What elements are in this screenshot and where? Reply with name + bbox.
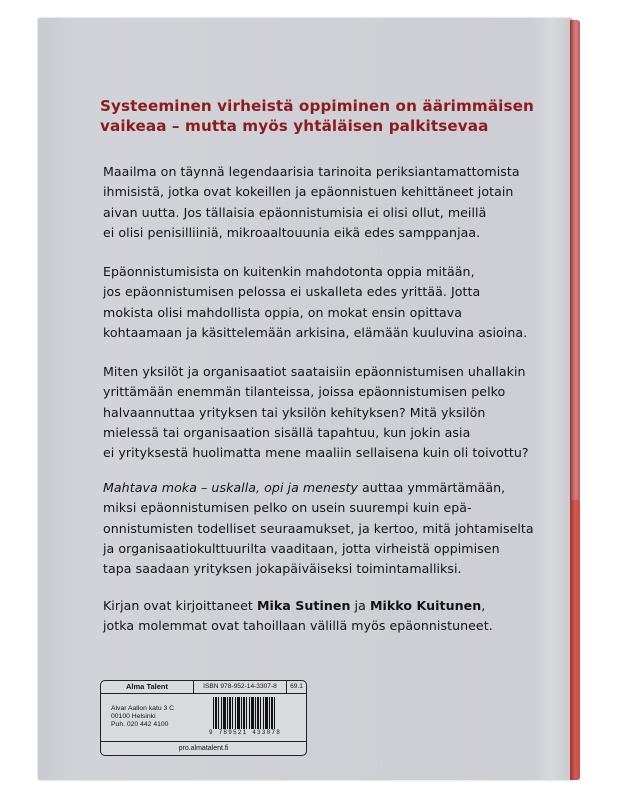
publisher-website: pro.almatalent.fi: [101, 741, 306, 755]
publisher-label: [100, 680, 307, 756]
headline-line: vaikeaa – mutta myös yhtäläisen palkitsevaa: [100, 117, 489, 135]
paragraph-line: ei yrityksestä huolimatta mene maaliin sellaisena kuin oli toivottu?: [103, 445, 529, 461]
paragraph-text: ja: [350, 598, 370, 613]
paragraph-line: aivan uutta. Jos tällaisia epäonnistumisia ei olisi ollut, meillä: [103, 204, 487, 220]
blurb-paragraph-4: [103, 478, 534, 579]
paragraph-line: jos epäonnistumisen pelossa ei uskalleta edes yrittää. Jotta: [103, 284, 481, 300]
paragraph-line: Epäonnistumisista on kuitenkin mahdotonta oppia mitään,: [103, 264, 475, 279]
authors-paragraph: [103, 596, 523, 637]
isbn-number: ISBN 978-952-14-3307-8: [194, 681, 287, 693]
paragraph-line: yrittämään enemmän tilanteissa, joissa epäonnistumisen pelko: [103, 384, 506, 400]
blurb-paragraph-3: [103, 362, 529, 463]
paragraph-line: halvaannuttaa yrityksen tai yksilön kehityksen? Mitä yksilön: [103, 404, 486, 420]
headline-line: Systeeminen virheistä oppiminen on äärimmäisen: [100, 97, 534, 115]
barcode: [209, 697, 281, 737]
paragraph-line: [103, 478, 523, 498]
paragraph-line: miksi epäonnistumisen pelko on usein suurempi kuin epä-: [103, 500, 472, 516]
book-spine-edge-lower: [570, 500, 580, 780]
paragraph-line: Miten yksilöt ja organisaatiot saataisiin epäonnistumisen uhallakin: [103, 364, 526, 379]
paragraph-line: [103, 596, 523, 616]
class-code: 69.1: [290, 683, 303, 690]
address-line: Puh. 020 442 4100: [111, 721, 169, 728]
paragraph-line: tapa saadaan yrityksen jokapäiväiseksi toimintamalliksi.: [103, 561, 462, 577]
author-name: Mikko Kuitunen: [369, 598, 482, 613]
paragraph-line: mielessä tai organisaation sisällä tapahtuu, kun jokin asia: [103, 424, 471, 440]
paragraph-line: jotka molemmat ovat tahoillaan välillä myös epäonnistuneet.: [103, 618, 493, 634]
barcode-bars-icon: [213, 697, 277, 731]
paragraph-line: ja organisaatiokulttuurilta vaaditaan, jotta virheistä oppimisen: [103, 540, 500, 556]
blurb-paragraph-2: [103, 262, 528, 343]
blurb-paragraph-1: [103, 162, 523, 243]
paragraph-line: ihmisistä, jotka ovat kokeillen ja epäonnistuen kehittäneet jotain: [103, 184, 514, 200]
paragraph-text: ,: [481, 598, 486, 613]
label-header-row: [101, 681, 306, 694]
cover-headline: [100, 96, 540, 136]
author-name: Mika Sutinen: [256, 598, 351, 613]
paragraph-text: auttaa ymmärtämään,: [357, 480, 506, 495]
paragraph-line: onnistumisten todelliset seuraamukset, ja kertoo, mitä johtamiselta: [103, 520, 534, 536]
book-title-italic: Mahtava moka – uskalla, opi ja menesty: [103, 480, 358, 495]
address-line: 00100 Helsinki: [111, 713, 156, 720]
publisher-name: Alma Talent: [101, 681, 194, 693]
paragraph-line: Maailma on täynnä legendaarisia tarinoita periksiantamattomista: [103, 164, 520, 179]
publisher-address: [111, 705, 174, 729]
paragraph-line: kohtaamaan ja käsittelemään arkisina, elämään kuuluvina asioina.: [103, 324, 528, 340]
paragraph-line: ei olisi penisilliiniä, mikroaaltouunia eikä edes samppanjaa.: [103, 224, 481, 240]
paragraph-line: mokista olisi mahdollista oppia, on mokat ensin opittava: [103, 304, 462, 320]
barcode-digits: 9 789521 433078: [209, 729, 282, 736]
paragraph-text: Kirjan ovat kirjoittaneet: [103, 598, 257, 613]
address-line: Alvar Aallon katu 3 C: [111, 705, 175, 712]
